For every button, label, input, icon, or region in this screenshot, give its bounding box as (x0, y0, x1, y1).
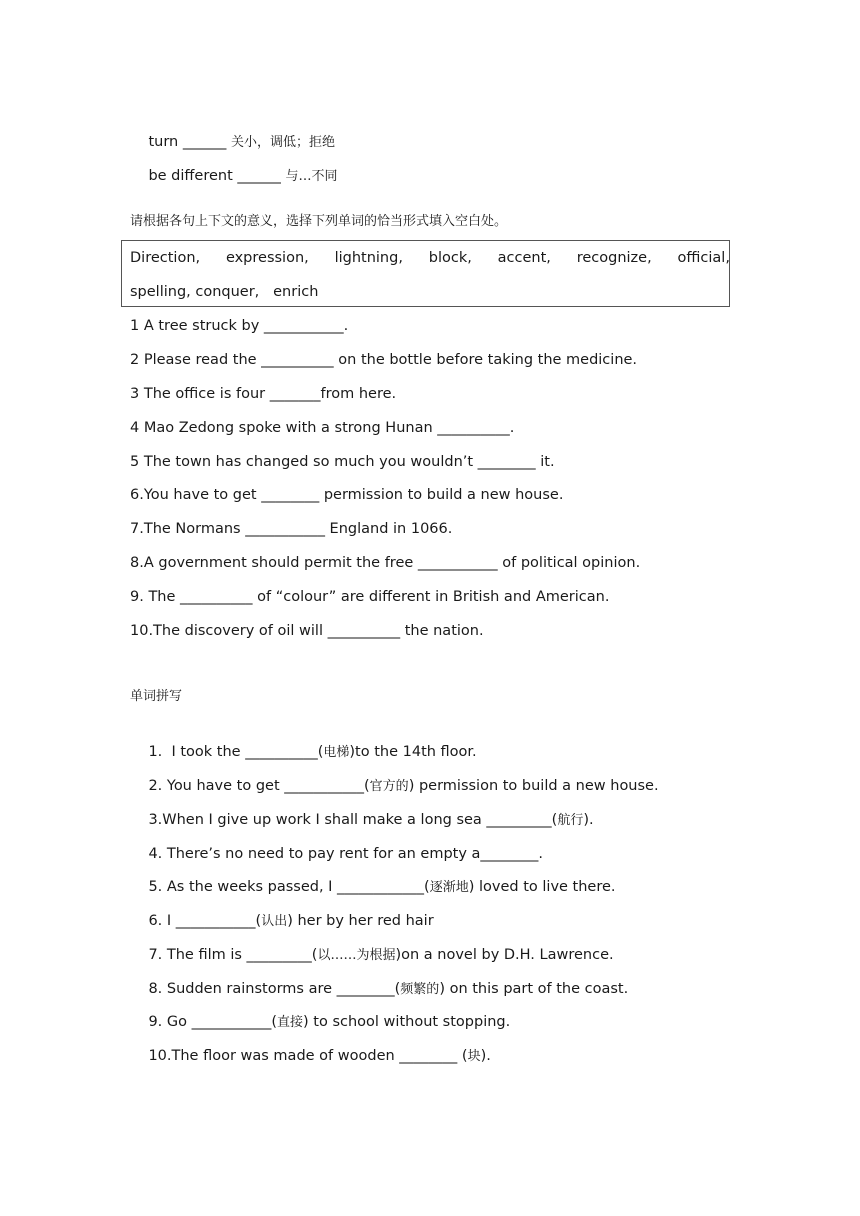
sentence-text: 4. There’s no need to pay rent for an empty a________. (148, 846, 544, 862)
sentence-text: ). (480, 1048, 491, 1064)
fill-blank-sentence: 1 A tree struck by ___________. (130, 318, 349, 334)
sentence-text: 5. As the weeks passed, I ____________( (148, 879, 430, 895)
sentence-text: 3.When I give up work I shall make a long sea _________( (148, 812, 558, 828)
word-bank-row-2: spelling, conquer, enrich (130, 284, 319, 300)
sentence-text: 6. I ___________( (148, 913, 262, 929)
sentence-text: 8. Sudden rainstorms are ________( (148, 981, 401, 997)
word-bank-word: recognize, (576, 250, 652, 266)
sentence-text: 10.The floor was made of wooden ________ ( (148, 1048, 468, 1064)
chinese-hint: 航行 (557, 813, 584, 828)
sentence-text: ) on this part of the coast. (439, 981, 629, 997)
sentence-text: 2. You have to get ___________( (148, 778, 370, 794)
sentence-text: ) to school without stopping. (303, 1014, 511, 1030)
chinese-hint: 直接 (277, 1015, 304, 1030)
word-bank-box (121, 240, 730, 307)
fill-blank-sentence: 2 Please read the __________ on the bottle before taking the medicine. (130, 352, 638, 368)
sentence-text: ) permission to build a new house. (408, 778, 659, 794)
sentence-text: 9. Go ___________( (148, 1014, 278, 1030)
word-bank-row-1 (130, 248, 730, 268)
sentence-text: )on a novel by D.H. Lawrence. (395, 947, 614, 963)
fill-blank-sentence: 6.You have to get ________ permission to build a new house. (130, 487, 564, 503)
fill-blank-sentence: 4 Mao Zedong spoke with a strong Hunan __________. (130, 420, 515, 436)
chinese-hint: 以……为根据 (317, 948, 396, 963)
chinese-hint: 官方的 (369, 779, 409, 794)
sentence-text: ). (583, 812, 594, 828)
section1-instruction: 请根据各句上下文的意义，选择下列单词的恰当形式填入空白处。 (130, 214, 508, 229)
sentence-text: ) her by her red hair (287, 913, 434, 929)
chinese-hint: 逐渐地 (429, 880, 469, 895)
sentence-text: 1. I took the __________( (148, 744, 324, 760)
word-bank-word: block, (428, 250, 472, 266)
sentence-text: ) loved to live there. (468, 879, 616, 895)
fill-blank-sentence: 5 The town has changed so much you wouldn’t ________ it. (130, 454, 555, 470)
fill-blank-sentence: 7.The Normans ___________ England in 1066. (130, 521, 453, 537)
phrase-meaning: 关小，调低；拒绝 (230, 135, 335, 150)
fill-blank-sentence: 8.A government should permit the free ___________ of political opinion. (130, 555, 641, 571)
spelling-sentence (130, 1026, 491, 1087)
phrase-meaning: 与…不同 (285, 169, 338, 184)
word-bank-word: lightning, (334, 250, 403, 266)
word-bank-word: accent, (497, 250, 551, 266)
chinese-hint: 电梯 (323, 745, 350, 760)
word-bank-word: official, (677, 250, 730, 266)
chinese-hint: 块 (467, 1049, 481, 1064)
phrase-line-2 (130, 146, 338, 207)
word-bank-word: Direction, (130, 250, 201, 266)
chinese-hint: 认出 (261, 914, 288, 929)
phrase-text: be different ______ (148, 168, 286, 184)
section2-title: 单词拼写 (130, 689, 183, 704)
fill-blank-sentence: 3 The office is four _______from here. (130, 386, 397, 402)
fill-blank-sentence: 9. The __________ of “colour” are different in British and American. (130, 589, 610, 605)
sentence-text: )to the 14th floor. (349, 744, 477, 760)
phrase-text: turn ______ (148, 134, 231, 150)
sentence-text: 7. The film is _________( (148, 947, 318, 963)
chinese-hint: 频繁的 (400, 982, 440, 997)
fill-blank-sentence: 10.The discovery of oil will __________ the nation. (130, 623, 484, 639)
word-bank-word: expression, (225, 250, 309, 266)
